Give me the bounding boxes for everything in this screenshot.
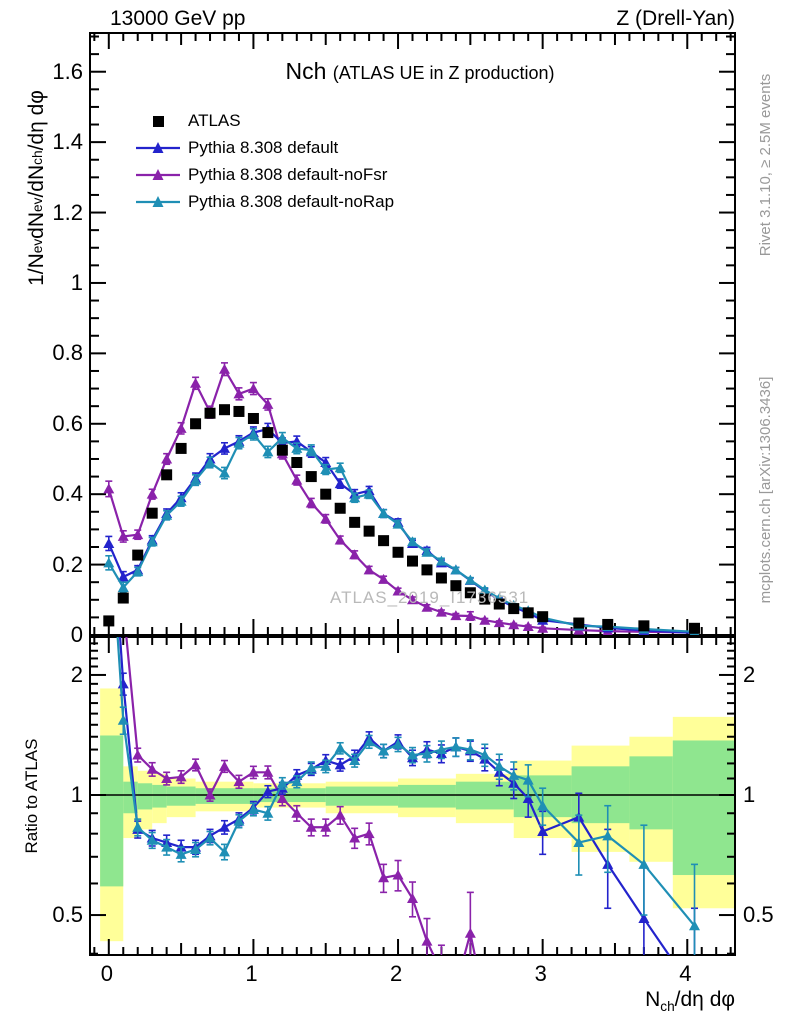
legend-label: Pythia 8.308 default — [188, 138, 339, 157]
ratio-y-tick-label-left: 1 — [70, 782, 83, 807]
legend-item-pythia-8-308-default — [136, 135, 338, 161]
analysis-watermark: ATLAS_2019_I1736531 — [330, 588, 530, 607]
x-tick-label: 0 — [100, 961, 114, 986]
main-y-tick-label: 0.6 — [52, 410, 83, 436]
main-y-tick-label: 1.4 — [52, 129, 83, 155]
rivet-version-note: Rivet 3.1.10, ≥ 2.5M events — [756, 73, 774, 257]
header-process-label: Z (Drell-Yan) — [616, 7, 735, 30]
triangle-marker-icon — [136, 167, 180, 183]
main-y-tick-label: 1.6 — [52, 58, 83, 84]
ratio-y-tick-label-left: 2 — [70, 661, 83, 687]
main-y-tick-label: 0.8 — [52, 340, 83, 366]
header-beam-label: 13000 GeV pp — [110, 7, 246, 30]
plot-title-main: Nch — [285, 58, 327, 84]
ratio-y-tick-label-right: 0.5 — [743, 902, 774, 928]
legend-label: Pythia 8.308 default-noRap — [188, 192, 395, 211]
main-y-tick-label: 1.2 — [52, 199, 83, 225]
main-y-axis-title: 1/N ev dN ev /dN ch /dη dφ — [25, 90, 48, 286]
x-tick-label: 3 — [534, 961, 547, 986]
ratio-y-tick-label-left: 0.5 — [52, 902, 83, 928]
ratio-y-tick-label-right: 2 — [743, 661, 756, 687]
ratio-y-axis-title: Ratio to ATLAS — [22, 738, 41, 854]
triangle-marker-icon — [136, 194, 180, 210]
main-y-tick-label: 1 — [70, 269, 83, 295]
x-tick-label: 1 — [245, 961, 258, 986]
x-tick-label: 4 — [679, 961, 692, 986]
main-y-tick-label: 0 — [70, 622, 83, 647]
mcplots-reference-note: mcplots.cern.ch [arXiv:1306.3436] — [756, 376, 774, 604]
main-y-tick-label: 0.4 — [52, 481, 83, 507]
x-axis-title: $N_{ch}/d\eta$ dφ — [645, 988, 735, 1015]
main-y-tick-label: 0.2 — [52, 551, 83, 577]
ratio-y-tick-label-right: 1 — [743, 782, 756, 807]
legend-item-pythia-8-308-default-nofsr — [136, 162, 387, 188]
legend — [136, 108, 456, 218]
legend-label: ATLAS — [188, 111, 241, 130]
ratio-uncertainty-bands — [100, 688, 735, 941]
plot-title-detail: (ATLAS UE in Z production) — [332, 63, 555, 83]
x-tick-label: 2 — [390, 961, 403, 986]
triangle-marker-icon — [136, 140, 180, 156]
legend-item-atlas — [136, 108, 241, 134]
legend-item-pythia-8-308-default-norap — [136, 189, 394, 215]
legend-label: Pythia 8.308 default-noFsr — [188, 165, 388, 184]
square-marker-icon — [136, 113, 180, 129]
plot-title — [180, 58, 660, 85]
